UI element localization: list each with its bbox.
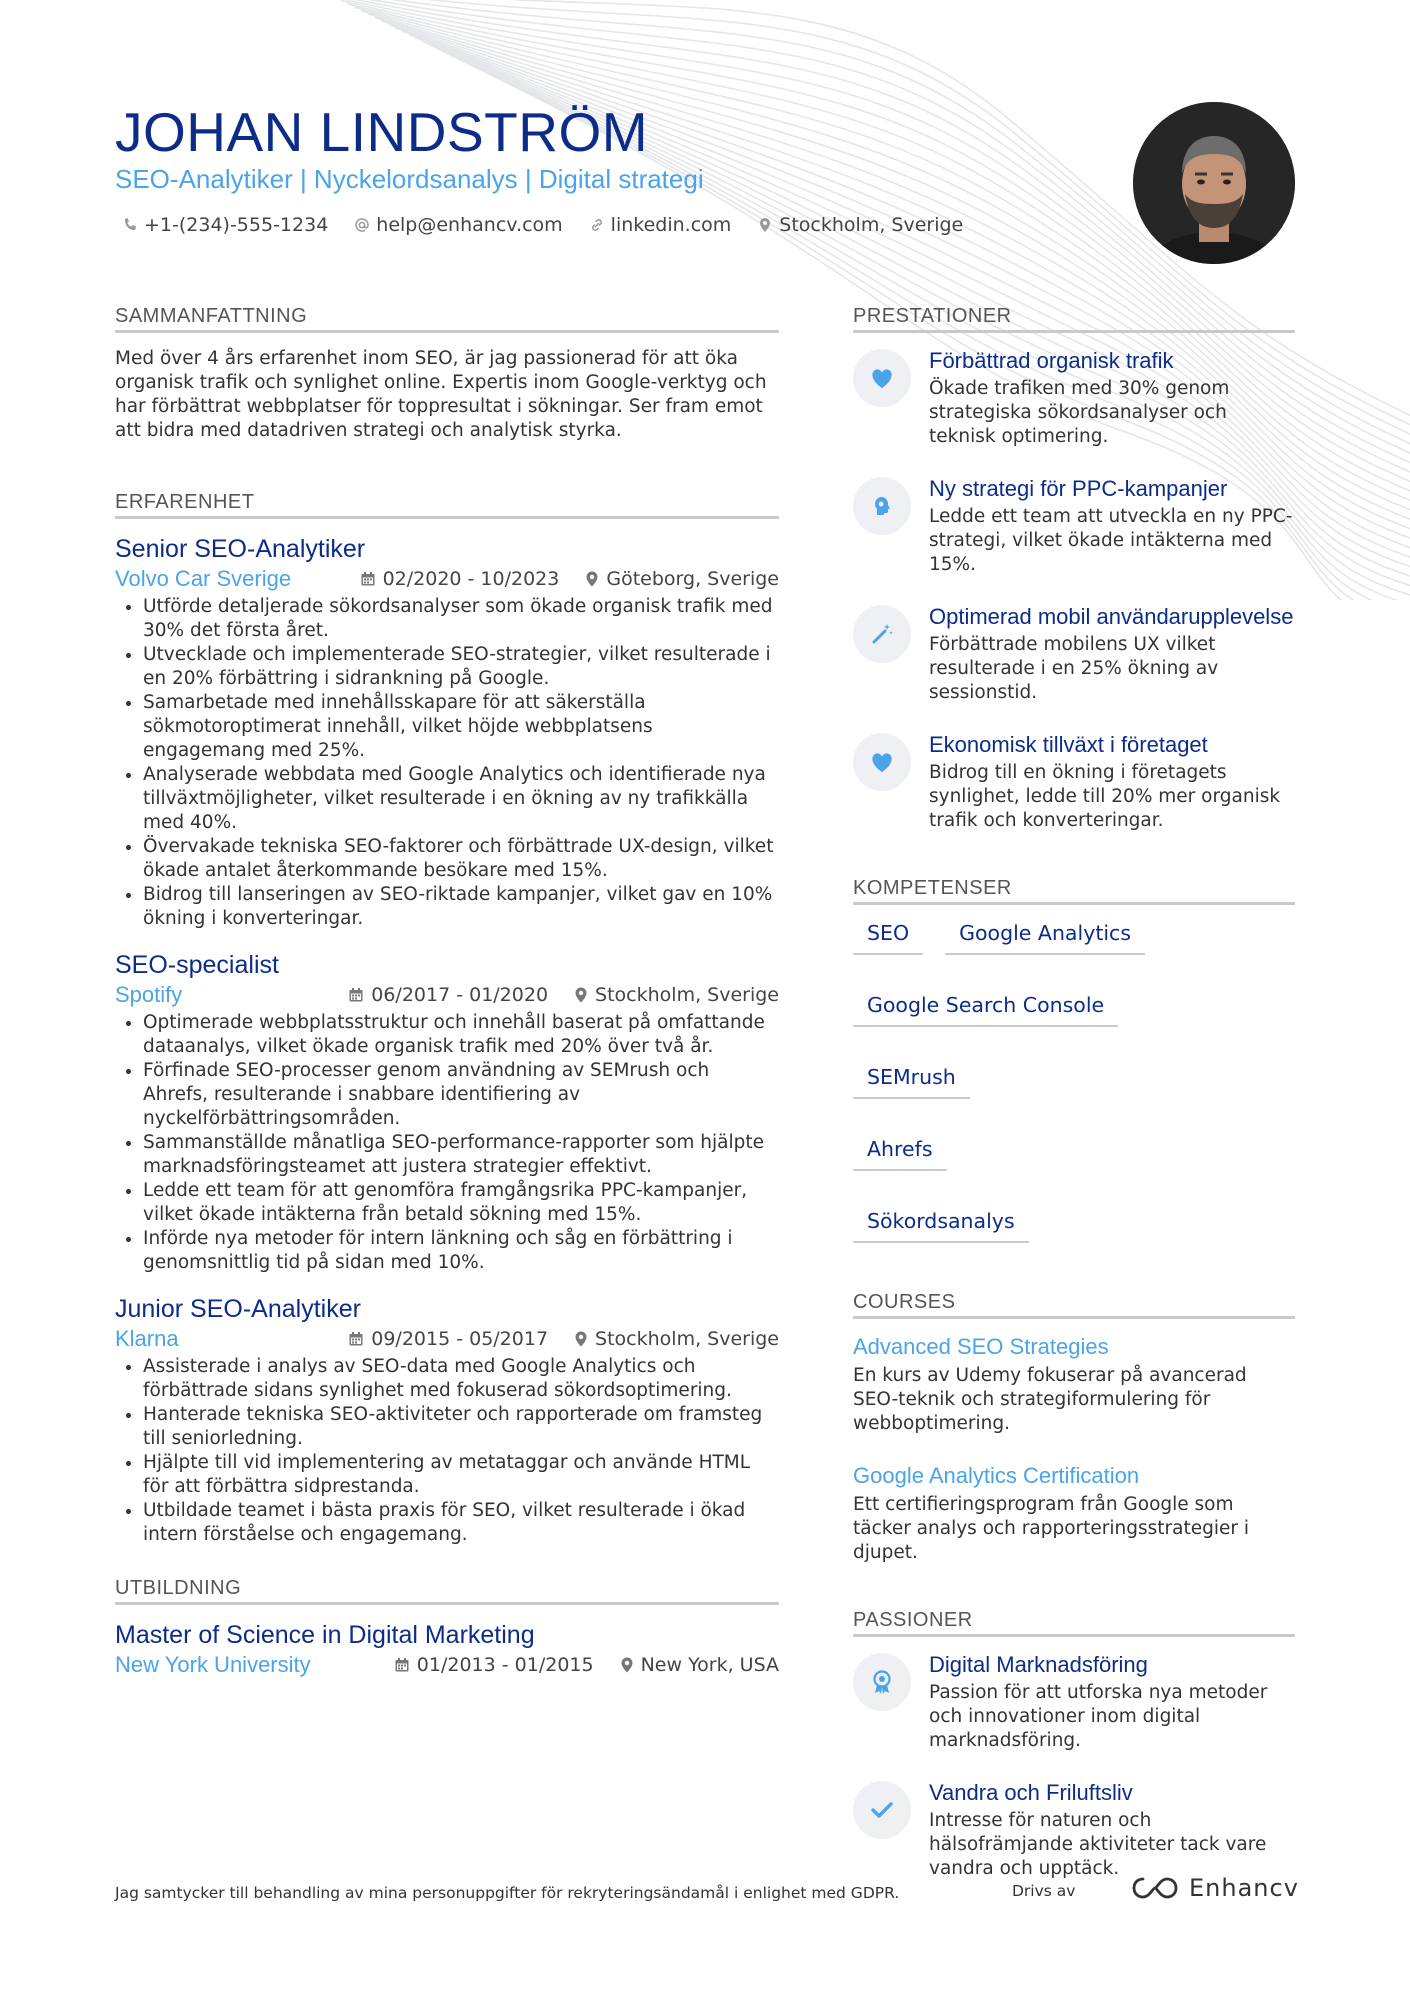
job-bullet: • Bidrog till lanseringen av SEO-riktade kampanjer, vilket gav en 10% ökning i konverteringar.: [143, 883, 779, 931]
contact-location: [757, 214, 963, 236]
checkmark-icon: [871, 1801, 893, 1819]
infinity-logo-icon: [1131, 1875, 1179, 1901]
contact-email[interactable]: [354, 214, 562, 236]
job-title: SEO-specialist: [115, 951, 279, 979]
calendar-icon: [348, 987, 364, 1003]
job-bullet: • Förfinade SEO-processer genom användning av SEMrush och Ahrefs, resulterande i snabbare identifiering av nyckelförbättringsområden.: [143, 1059, 779, 1131]
location-icon: [574, 987, 588, 1003]
job-bullet: • Hanterade tekniska SEO-aktiviteter och rapporterade om framsteg till seniorledning.: [143, 1403, 779, 1451]
checkmark-icon-badge: [853, 1781, 911, 1839]
job-dates-text: 09/2015 - 05/2017: [371, 1328, 549, 1350]
phone-icon: [122, 217, 138, 233]
job-bullets: [115, 1011, 779, 1275]
skill-tag: SEMrush: [853, 1063, 970, 1099]
experience-entry: [115, 1293, 779, 1547]
contact-phone: [122, 214, 328, 236]
job-title: Senior SEO-Analytiker: [115, 535, 366, 563]
company-name: Volvo Car Sverige: [115, 566, 292, 591]
achievements-section-title: PRESTATIONER: [853, 305, 1295, 333]
achievement-title: Ekonomisk tillväxt i företaget: [929, 732, 1208, 757]
location-icon: [585, 571, 599, 587]
company-name: Klarna: [115, 1326, 179, 1351]
achievement-item: [853, 731, 1295, 833]
achievement-desc: Bidrog till en ökning i företagets synlighet, ledde till 20% mer organisk trafik och konverteringar.: [929, 762, 1281, 831]
avatar-illustration: [1133, 102, 1295, 264]
education-dates-text: 01/2013 - 01/2015: [416, 1654, 594, 1676]
skill-tag: SEO: [853, 919, 923, 955]
achievement-title: Optimerad mobil användarupplevelse: [929, 604, 1294, 629]
skill-tag: Ahrefs: [853, 1135, 947, 1171]
job-meta: [115, 565, 779, 593]
skills-section-title: KOMPETENSER: [853, 877, 1295, 905]
job-bullets: [115, 595, 779, 931]
passion-desc: Intresse för naturen och hälsofrämjande aktiviteter tack vare vandra och upptäck.: [929, 1810, 1267, 1879]
job-location: [574, 1325, 779, 1353]
job-bullet: • Samarbetade med innehållsskapare för att säkerställa sökmotoroptimerat innehåll, vilket höjde webbplatsens engagemang med 25%.: [143, 691, 779, 763]
contact-phone-text: +1-(234)-555-1234: [144, 214, 329, 236]
contact-linkedin-text: linkedin.com: [610, 214, 732, 236]
enhancv-brand-text: Enhancv: [1189, 1874, 1299, 1902]
candidate-subtitle: SEO-Analytiker | Nyckelordsanalys | Digital strategi: [115, 164, 704, 194]
experience-entry: [115, 533, 779, 931]
passion-desc: Passion för att utforska nya metoder och innovationer inom digital marknadsföring.: [929, 1682, 1268, 1751]
job-bullet: • Utvecklade och implementerade SEO-strategier, vilket resulterade i en 20% förbättring i sidrankning på Google.: [143, 643, 779, 691]
contact-linkedin[interactable]: [589, 214, 732, 236]
company-name: Spotify: [115, 982, 183, 1007]
job-bullet: • Sammanställde månatliga SEO-performance-rapporter som hjälpte marknadsföringsteamet att justera strategier effektivt.: [143, 1131, 779, 1179]
skill-tag: Google Search Console: [853, 991, 1118, 1027]
job-dates: [348, 981, 548, 1009]
course-title: Google Analytics Certification: [853, 1463, 1140, 1488]
skill-tag: Sökordsanalys: [853, 1207, 1029, 1243]
location-icon: [757, 217, 773, 233]
passions-list: [853, 1651, 1295, 1881]
job-location-text: Stockholm, Sverige: [595, 1328, 779, 1350]
achievement-desc: Ledde ett team att utveckla en ny PPC-strategi, vilket ökade intäkterna med 15%.: [929, 506, 1293, 575]
heart-icon-badge: [853, 733, 911, 791]
experience-section-title: ERFARENHET: [115, 491, 779, 519]
skills-list: [853, 919, 1295, 1243]
education-location-text: New York, USA: [640, 1654, 779, 1676]
job-bullet: • Införde nya metoder för intern länkning och såg en förbättring i genomsnittlig tid på sidan med 10%.: [143, 1227, 779, 1275]
achievement-item: [853, 475, 1295, 577]
award-icon: [871, 1670, 893, 1694]
courses-list: [853, 1333, 1295, 1565]
gdpr-consent: Jag samtycker till behandling av mina personuppgifter för rekryteringsändamål i enlighet med GDPR.: [115, 1884, 900, 1902]
education-section-title: UTBILDNING: [115, 1577, 779, 1605]
passion-item: [853, 1779, 1295, 1881]
calendar-icon: [348, 1331, 364, 1347]
course-item: [853, 1462, 1295, 1565]
magic-wand-icon: [870, 622, 894, 646]
passions-section-title: PASSIONER: [853, 1609, 1295, 1637]
job-bullet: • Assisterade i analys av SEO-data med Google Analytics och förbättrade sidans synlighet med fokuserad sökordsoptimering.: [143, 1355, 779, 1403]
courses-section-title: COURSES: [853, 1291, 1295, 1319]
location-icon: [574, 1331, 588, 1347]
job-dates-text: 06/2017 - 01/2020: [371, 984, 549, 1006]
job-location: [574, 981, 779, 1009]
course-item: [853, 1333, 1295, 1436]
job-bullet: • Hjälpte till vid implementering av metataggar och använde HTML för att förbättra sidprestanda.: [143, 1451, 779, 1499]
achievement-item: [853, 347, 1295, 449]
job-meta: [115, 981, 779, 1009]
job-bullet: • Analyserade webbdata med Google Analytics och identifierade nya tillväxtmöjligheter, vilket resulterade i en ökning av ny trafikkälla med 40%.: [143, 763, 779, 835]
education-entry: [115, 1619, 779, 1679]
achievement-item: [853, 603, 1295, 705]
job-dates: [360, 565, 560, 593]
course-title: Advanced SEO Strategies: [853, 1334, 1109, 1359]
experience-list: [115, 533, 779, 1547]
contact-email-text: help@enhancv.com: [376, 214, 563, 236]
course-desc: En kurs av Udemy fokuserar på avancerad SEO-teknik och strategiformulering för webboptimering.: [853, 1365, 1247, 1434]
job-meta: [115, 1325, 779, 1353]
at-icon: [354, 217, 370, 233]
job-bullet: • Utbildade teamet i bästa praxis för SEO, vilket resulterade i ökad intern förståelse och engagemang.: [143, 1499, 779, 1547]
calendar-icon: [360, 571, 376, 587]
candidate-name: JOHAN LINDSTRÖM: [115, 101, 649, 163]
link-icon: [589, 217, 605, 233]
right-column: [853, 305, 1295, 1907]
school-name: New York University: [115, 1652, 311, 1677]
course-desc: Ett certifieringsprogram från Google som täcker analys och rapporteringsstrategier i djupet.: [853, 1494, 1249, 1563]
achievement-desc: Förbättrade mobilens UX vilket resulterade i en 25% ökning av sessionstid.: [929, 634, 1219, 703]
contact-location-text: Stockholm, Sverige: [779, 214, 964, 236]
heart-icon-badge: [853, 349, 911, 407]
job-bullet: • Ledde ett team för att genomföra framgångsrika PPC-kampanjer, vilket ökade intäkterna från betald sökning med 15%.: [143, 1179, 779, 1227]
left-column: [115, 305, 779, 1697]
passion-item: [853, 1651, 1295, 1753]
brain-icon-badge: [853, 477, 911, 535]
magic-wand-icon-badge: [853, 605, 911, 663]
job-title: Junior SEO-Analytiker: [115, 1295, 361, 1323]
education-meta: [115, 1651, 779, 1679]
summary-section-title: SAMMANFATTNING: [115, 305, 779, 333]
job-dates-text: 02/2020 - 10/2023: [382, 568, 560, 590]
job-dates: [348, 1325, 548, 1353]
heart-icon: [870, 367, 894, 389]
achievement-title: Förbättrad organisk trafik: [929, 348, 1174, 373]
job-bullet: • Optimerade webbplatsstruktur och innehåll baserat på omfattande dataanalys, vilket ökade organisk trafik med 20% över två år.: [143, 1011, 779, 1059]
education-dates: [394, 1651, 594, 1679]
brain-icon: [871, 495, 893, 517]
job-bullet: • Utförde detaljerade sökordsanalyser som ökade organisk trafik med 30% det första året.: [143, 595, 779, 643]
heart-icon: [870, 751, 894, 773]
skill-tag: Google Analytics: [945, 919, 1145, 955]
enhancv-logo[interactable]: [1131, 1874, 1299, 1902]
experience-entry: [115, 949, 779, 1275]
job-location-text: Stockholm, Sverige: [595, 984, 779, 1006]
achievements-list: [853, 347, 1295, 833]
job-bullet: • Övervakade tekniska SEO-faktorer och förbättrade UX-design, vilket ökade antalet återkommande besökare med 15%.: [143, 835, 779, 883]
location-icon: [620, 1657, 634, 1673]
job-location-text: Göteborg, Sverige: [606, 568, 779, 590]
passion-title: Vandra och Friluftsliv: [929, 1780, 1133, 1805]
achievement-desc: Ökade trafiken med 30% genom strategiska sökordsanalyser och teknisk optimering.: [929, 378, 1230, 447]
award-icon-badge: [853, 1653, 911, 1711]
passion-title: Digital Marknadsföring: [929, 1652, 1148, 1677]
profile-photo: [1133, 102, 1295, 264]
calendar-icon: [394, 1657, 410, 1673]
powered-by-label: Drivs av: [1012, 1882, 1076, 1900]
contact-bar: [122, 214, 963, 236]
job-bullets: [115, 1355, 779, 1547]
summary-text: Med över 4 års erfarenhet inom SEO, är jag passionerad för att öka organisk trafik och synlighet online. Expertis inom Google-verktyg och har förbättrat webbplatser för toppresultat i sökningar. Ser fram emot att bidra med datadriven strategi och analytisk styrka.: [115, 348, 767, 441]
degree-title: Master of Science in Digital Marketing: [115, 1621, 535, 1649]
job-location: [585, 565, 779, 593]
education-location: [620, 1651, 779, 1679]
achievement-title: Ny strategi för PPC-kampanjer: [929, 476, 1228, 501]
